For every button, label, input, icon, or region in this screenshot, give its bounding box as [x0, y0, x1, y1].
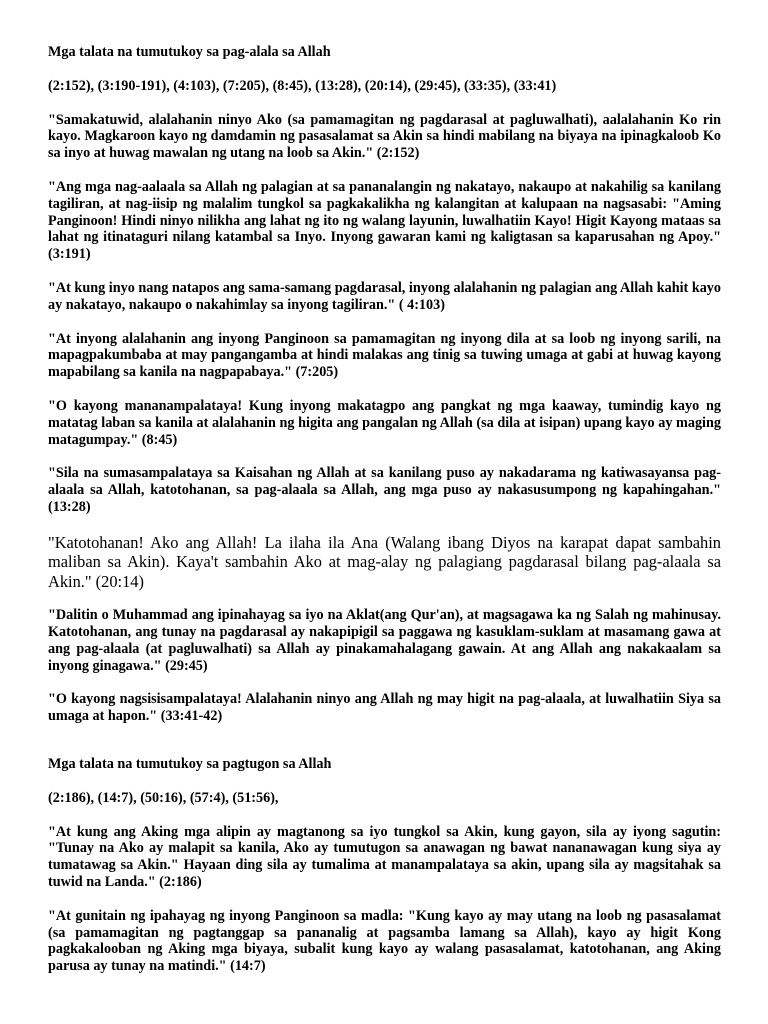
section-heading: Mga talata na tumutukoy sa pagtugon sa Allah — [48, 756, 332, 773]
document-page — [48, 44, 721, 975]
verse-paragraph: "Dalitin o Muhammad ang ipinahayag sa iyo na Aklat(ang Qur'an), at magsagawa ka ng Salah ng mahinusay. Katotohanan, ang tunay na pagdarasal ay nakapipigil sa paggawa ng kasuklam-suklam at masamang gawa at ang pag-alaala (at pagluwalhati) sa Allah ay pinakamahalagang gawain. At ang Allah ang nakakaalam sa inyong ginagawa." (29:45) — [48, 607, 721, 674]
verse-paragraph: "Ang mga nag-aalaala sa Allah ng palagian at sa pananalangin ng nakatayo, nakaupo at nakahilig sa kanilang tagiliran, at nag-iisip ng malalim tungkol sa pagkakalikha ng kalangitan at kalupaan na nagsasabi: "Aming Panginoon! Hindi ninyo nilikha ang lahat ng ito ng walang layunin, luwalhatiin Kayo! Higit Kayong mataas sa lahat ng itinataguri nilang katambal sa Inyo. Inyong gawaran kami ng kaligtasan sa kaparusahan ng Apoy." (3:191) — [48, 178, 721, 263]
verse-paragraph: "Samakatuwid, alalahanin ninyo Ako (sa pamamagitan ng pagdarasal at pagluwalhati), aalalahanin Ko rin kayo. Magkaroon kayo ng damdamin ng pasasalamat sa Akin sa hindi mabilang na biyaya na ipinagkaloob Ko sa inyo at huwag mawalan ng utang na loob sa Akin." (2:152) — [48, 111, 721, 162]
verse-paragraph: "At kung inyo nang natapos ang sama-samang pagdarasal, inyong alalahanin ng palagian ang Allah kahit kayo ay nakatayo, nakaupo o nakahimlay sa inyong tagiliran." ( 4:103) — [48, 279, 721, 313]
section-heading: Mga talata na tumutukoy sa pag-alala sa Allah — [48, 44, 331, 60]
verse-paragraph: "O kayong nagsisisampalataya! Alalahanin ninyo ang Allah ng may higit na pag-alaala, at luwalhatiin Siya sa umaga at hapon." (33:41-42) — [48, 691, 721, 725]
verse-references: (2:186), (14:7), (50:16), (57:4), (51:56), — [48, 789, 279, 806]
verse-paragraph: "At gunitain ng ipahayag ng inyong Panginoon sa madla: "Kung kayo ay may utang na loob ng pasasalamat (sa pamamagitan ng pagtanggap sa pananalig at pagsamba lamang sa Allah), kayo ay higit Kong pagkakalooban ng Aking mga biyaya, subalit kung kayo ay walang pasasalamat, katotohanan, ang Aking parusa ay tunay na matindi." (14:7) — [48, 907, 721, 975]
verse-paragraph: "Sila na sumasampalataya sa Kaisahan ng Allah at sa kanilang puso ay nakadarama ng katiwasayansa pag-alaala sa Allah, katotohanan, sa pag-alaala sa Allah, ang mga puso ay nakasusumpong ng kapahingahan." (13:28) — [48, 465, 721, 515]
verse-paragraph: "At inyong alalahanin ang inyong Panginoon sa pamamagitan ng inyong dila at sa loob ng inyong sarili, na mapagpakumbaba at may pangangamba at hindi malakas ang tinig sa tuwing umaga at gabi at huwag kayong mapabilang sa kanila na nagpapabaya." (7:205) — [48, 330, 721, 381]
verse-references: (2:152), (3:190-191), (4:103), (7:205), (8:45), (13:28), (20:14), (29:45), (33:35), (33:41) — [48, 77, 557, 94]
verse-paragraph: "Katotohanan! Ako ang Allah! La ilaha ila Ana (Walang ibang Diyos na karapat dapat sambahin maliban sa Akin). Kaya't sambahin Ako at mag-alay ng palagiang pagdarasal bilang pag-alaala sa Akin." (20:14) — [48, 532, 721, 591]
verse-paragraph: "O kayong mananampalataya! Kung inyong makatagpo ang pangkat ng mga kaaway, tumindig kayo ng matatag laban sa kanila at alalahanin ng higita ang pangalan ng Allah (sa dila at isipan) upang kayo ay maging matagumpay." (8:45) — [48, 397, 721, 448]
verse-paragraph: "At kung ang Aking mga alipin ay magtanong sa iyo tungkol sa Akin, kung gayon, sila ay iyong sagutin: "Tunay na Ako ay malapit sa kanila, Ako ay tumutugon sa anawagan ng bawat nananawagan kung siya ay tumatawag sa Akin." Hayaan ding sila ay tumalima at manampalataya sa akin, upang sila ay magsitahak sa tuwid na Landa." (2:186) — [48, 823, 721, 890]
